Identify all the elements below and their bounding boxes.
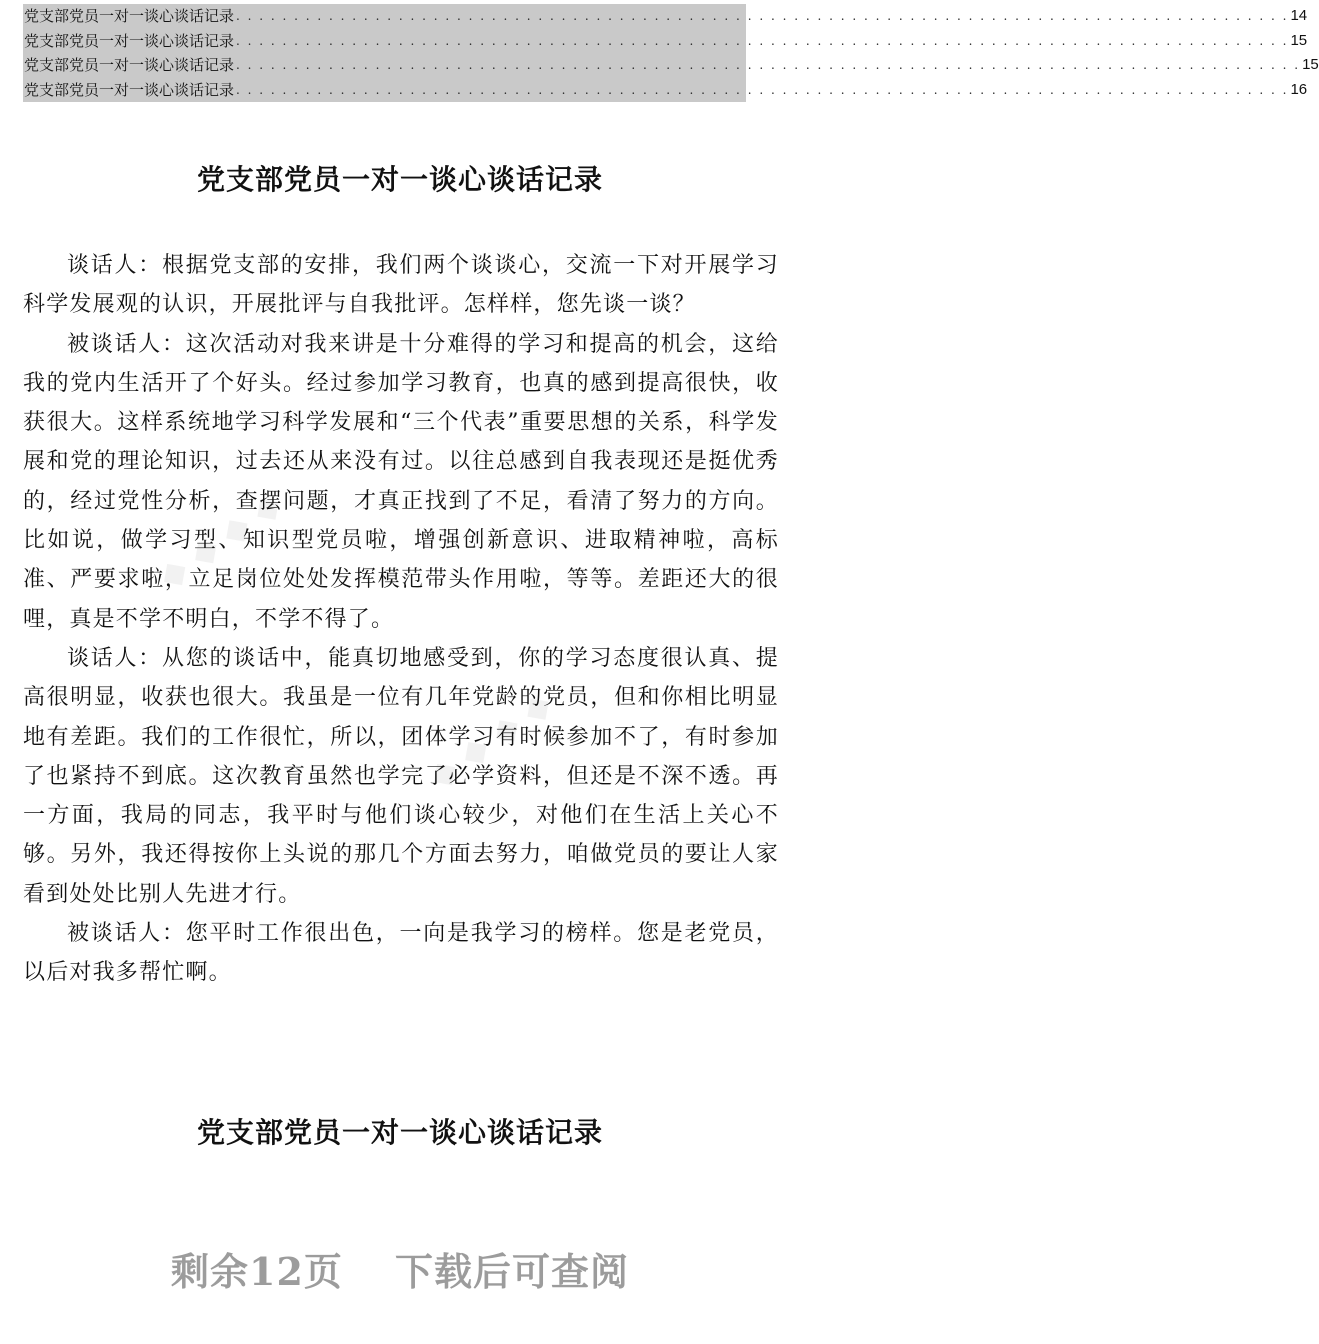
toc-leader-dots: . . . . . . . . . . . . . . . . . . . . . . . . . . . . . . . . . . . . . . . . . . . . . . . . . . . . . . . . . . . . . . . . . . . . . . . . . . . . . . . . . . . . . . . . . . . bbox=[236, 33, 1289, 48]
toc-entry[interactable] bbox=[23, 29, 1308, 54]
toc-entry-page: 14 bbox=[1290, 7, 1308, 24]
toc-entry-title: 党支部党员一对一谈心谈话记录 bbox=[24, 80, 235, 99]
toc-entry-title: 党支部党员一对一谈心谈话记录 bbox=[24, 7, 235, 25]
toc-entry-page: 15 bbox=[1302, 56, 1319, 73]
section-title: 党支部党员一对一谈心谈话记录 bbox=[196, 1116, 603, 1149]
section-title: 党支部党员一对一谈心谈话记录 bbox=[196, 163, 603, 196]
watermark: ◆ ◆ ◆ ◆ bbox=[151, 483, 289, 597]
paragraph-interviewee-2: 被谈话人：您平时工作很出色，一向是我学习的榜样。您是老党员，以后对我多帮忙啊。 bbox=[23, 921, 779, 986]
toc-leader-dots: . . . . . . . . . . . . . . . . . . . . . . . . . . . . . . . . . . . . . . . . . . . . . . . . . . . . . . . . . . . . . . . . . . . . . . . . . . . . . . . . . . . . . . . . . . . bbox=[236, 82, 1289, 97]
toc-entry-page: 16 bbox=[1290, 80, 1308, 98]
paragraph-interviewer-2: 谈话人：从您的谈话中，能真切地感受到，你的学习态度很认真、提高很明显，收获也很大。我虽是一位有几年党龄的党员，但和你相比明显地有差距。我们的工作很忙，所以，团体学习有时候参加不了，有时参加了也紧持不到底。这次教育虽然也学完了必学资料，但还是不深不透。再一方面，我局的同志，我平时与他们谈心较少，对他们在生活上关心不够。另外，我还得按你上头说的那几个方面去努力，咱做党员的要让人家看到处处比别人先进才行。 bbox=[23, 645, 779, 907]
toc-entry-page: 15 bbox=[1290, 31, 1308, 49]
toc-entry-title: 党支部党员一对一谈心谈话记录 bbox=[24, 56, 235, 74]
toc-entry[interactable] bbox=[23, 78, 1308, 103]
toc-entry[interactable] bbox=[23, 53, 1319, 78]
watermark: ◆ ◆ ◆ ◆ bbox=[421, 683, 559, 797]
toc-leader-dots: . . . . . . . . . . . . . . . . . . . . . . . . . . . . . . . . . . . . . . . . . . . . . . . . . . . . . . . . . . . . . . . . . . . . . . . . . . . . . . . . . . . . . . . . . . . bbox=[236, 9, 1289, 24]
paragraph-interviewee-1: 被谈话人：这次活动对我来讲是十分难得的学习和提高的机会，这给我的党内生活开了个好头。经过参加学习教育，也真的感到提高很快，收获很大。这样系统地学习科学发展和“三个代表”重要思想的关系，科学发展和党的理论知识，过去还从来没有过。以往总感到自我表现还是挺优秀的，经过党性分析，查摆问题，才真正找到了不足，看清了努力的方向。比如说，做学习型、知识型党员啦，增强创新意识、进取精神啦，高标准、严要求啦，立足岗位处处发挥模范带头作用啦，等等。差距还大的很哩，真是不学不明白，不学不得了。 bbox=[23, 331, 779, 632]
toc-leader-dots: . . . . . . . . . . . . . . . . . . . . . . . . . . . . . . . . . . . . . . . . . . . . . . . . . . . . . . . . . . . . . . . . . . . . . . . . . . . . . . . . . . . . . . . . . . . . bbox=[236, 58, 1301, 73]
download-banner[interactable] bbox=[0, 1241, 800, 1296]
toc-entry[interactable] bbox=[23, 4, 1308, 29]
remaining-pages-text: 剩余12页 bbox=[171, 1249, 343, 1294]
toc-entry-title: 党支部党员一对一谈心谈话记录 bbox=[24, 31, 235, 50]
download-hint-text: 下载后可查阅 bbox=[394, 1249, 629, 1294]
paragraph-interviewer-1: 谈话人：根据党支部的安排，我们两个谈谈心，交流一下对开展学习科学发展观的认识，开展批评与自我批评。怎样样，您先谈一谈？ bbox=[23, 253, 779, 318]
table-of-contents bbox=[23, 4, 1319, 102]
conversation-body bbox=[23, 246, 779, 993]
